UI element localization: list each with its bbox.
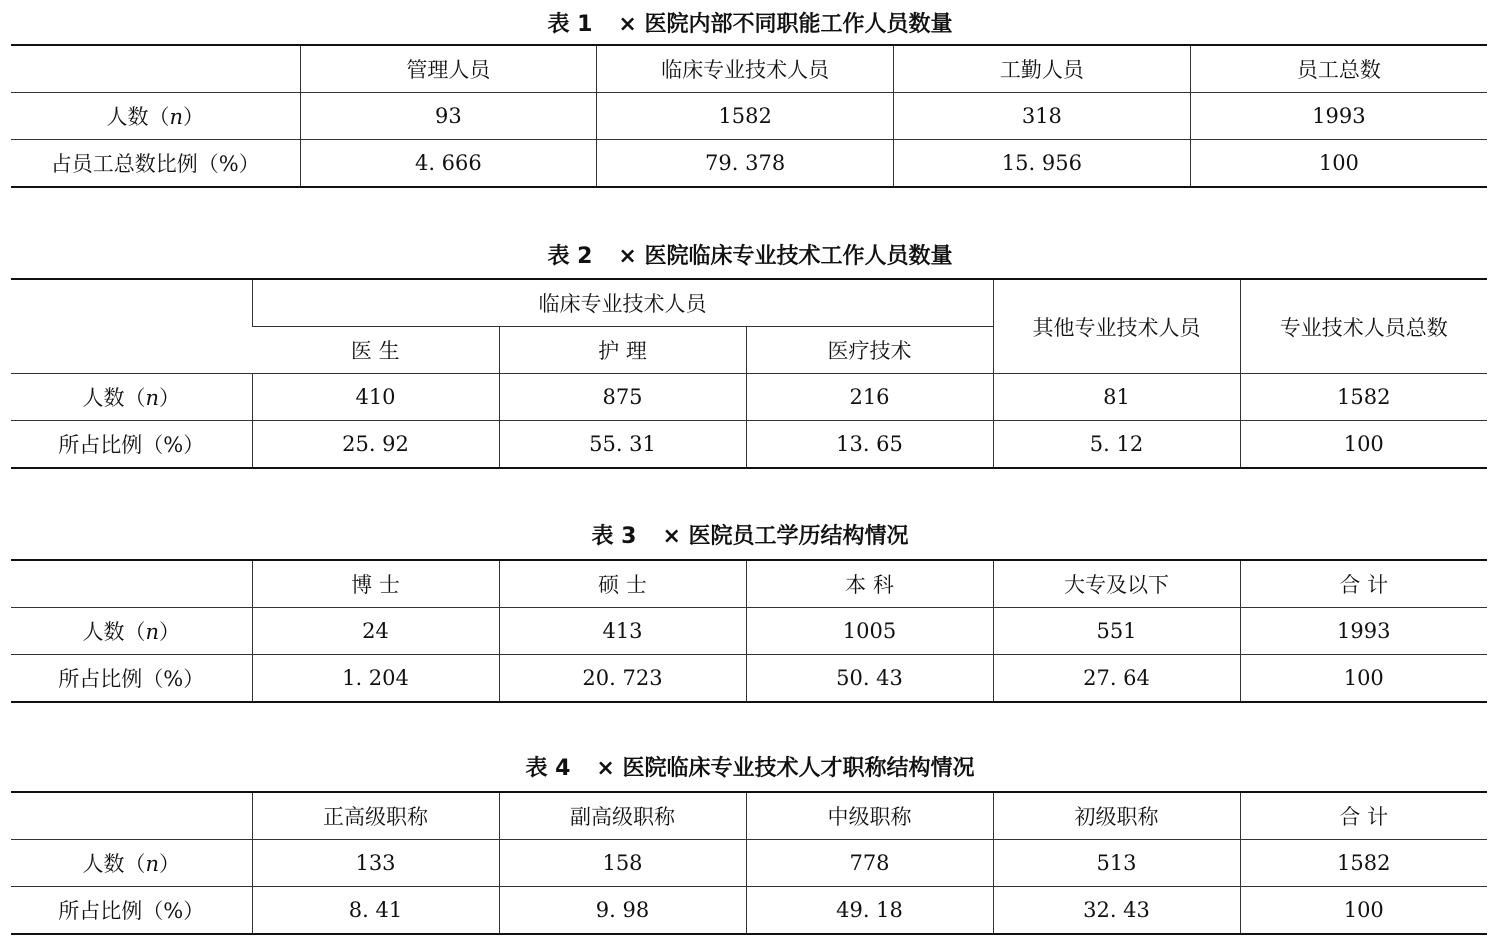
table3-header-row — [11, 560, 1487, 608]
table2-header-cell: 其他专业技术人员 — [993, 279, 1240, 374]
table-row — [11, 887, 1487, 935]
table-cell: 551 — [993, 608, 1240, 655]
table-cell: 50. 43 — [746, 655, 993, 703]
table1-caption-title: × 医院内部不同职能工作人员数量 — [618, 12, 953, 37]
table3-header-cell: 大专及以下 — [993, 560, 1240, 608]
table4-header-cell: 合 计 — [1240, 792, 1487, 840]
table2-sub-header-cell: 医疗技术 — [746, 327, 993, 374]
table-cell: 9. 98 — [499, 887, 746, 935]
table-cell: 20. 723 — [499, 655, 746, 703]
table-row — [11, 93, 1487, 140]
table4-header-row — [11, 792, 1487, 840]
table-row — [11, 655, 1487, 703]
table-cell: 100 — [1190, 140, 1487, 188]
table-cell: 81 — [993, 374, 1240, 421]
table3-header-cell: 硕 士 — [499, 560, 746, 608]
table-cell: 1993 — [1240, 608, 1487, 655]
table3-header-cell: 本 科 — [746, 560, 993, 608]
table-cell: 1. 204 — [252, 655, 499, 703]
row-label-ratio: 所占比例（%） — [11, 655, 252, 703]
row-label-count: 人数（n） — [11, 840, 252, 887]
table4-caption — [0, 757, 1500, 781]
table-cell: 100 — [1240, 421, 1487, 469]
table-cell: 5. 12 — [993, 421, 1240, 469]
table-cell: 4. 666 — [300, 140, 597, 188]
row-label-count: 人数（n） — [11, 374, 252, 421]
table3-header-cell: 合 计 — [1240, 560, 1487, 608]
table4-header-cell: 初级职称 — [993, 792, 1240, 840]
table-cell: 1993 — [1190, 93, 1487, 140]
table4-header-cell: 副高级职称 — [499, 792, 746, 840]
table-row — [11, 374, 1487, 421]
table2-header-cell: 专业技术人员总数 — [1240, 279, 1487, 374]
table1-header-row — [11, 45, 1487, 93]
table-cell: 318 — [894, 93, 1191, 140]
row-label-ratio: 所占比例（%） — [11, 421, 252, 469]
row-label-text: 人数 — [82, 386, 125, 410]
table2-caption-title: × 医院临床专业技术工作人员数量 — [618, 244, 953, 269]
table-cell: 1005 — [746, 608, 993, 655]
table-cell: 1582 — [597, 93, 894, 140]
table-row — [11, 840, 1487, 887]
table-cell: 27. 64 — [993, 655, 1240, 703]
table3-header-corner — [11, 560, 252, 608]
table1-header-corner — [11, 45, 300, 93]
table-cell: 100 — [1240, 655, 1487, 703]
table2-sub-header-cell: 医 生 — [252, 327, 499, 374]
table1-header-cell: 管理人员 — [300, 45, 597, 93]
table1-header-cell: 工勤人员 — [894, 45, 1191, 93]
table-row — [11, 140, 1487, 188]
row-label-text: 人数 — [82, 852, 125, 876]
table-cell: 513 — [993, 840, 1240, 887]
table2-group-header-row — [11, 279, 1487, 327]
table-cell: 79. 378 — [597, 140, 894, 188]
table3-caption-title: × 医院员工学历结构情况 — [662, 524, 909, 549]
table4-header-corner — [11, 792, 252, 840]
table3-caption-number: 表 3 — [591, 524, 637, 549]
table2-caption-number: 表 2 — [547, 244, 593, 269]
table4-header-cell: 正高级职称 — [252, 792, 499, 840]
table2-sub-header-cell: 护 理 — [499, 327, 746, 374]
table3-caption — [0, 525, 1500, 549]
table1-header-cell: 员工总数 — [1190, 45, 1487, 93]
table1-caption — [0, 13, 1500, 37]
table1-header-cell: 临床专业技术人员 — [597, 45, 894, 93]
table-cell: 1582 — [1240, 840, 1487, 887]
table-cell: 158 — [499, 840, 746, 887]
table3-header-cell: 博 士 — [252, 560, 499, 608]
row-label-text: 人数 — [106, 105, 149, 129]
table4-professional-title-structure — [11, 791, 1487, 935]
table-cell: 49. 18 — [746, 887, 993, 935]
table-cell: 410 — [252, 374, 499, 421]
row-label-count: 人数（n） — [11, 608, 252, 655]
table-cell: 13. 65 — [746, 421, 993, 469]
table2-group-header: 临床专业技术人员 — [252, 279, 993, 327]
table1-caption-number: 表 1 — [547, 12, 593, 37]
table-row — [11, 608, 1487, 655]
table4-header-cell: 中级职称 — [746, 792, 993, 840]
table-cell: 413 — [499, 608, 746, 655]
table-cell: 32. 43 — [993, 887, 1240, 935]
table4-caption-title: × 医院临床专业技术人才职称结构情况 — [596, 756, 975, 781]
row-label-count: 人数（n） — [11, 93, 300, 140]
table-cell: 25. 92 — [252, 421, 499, 469]
table2-caption — [0, 245, 1500, 269]
row-label-ratio: 占员工总数比例（%） — [11, 140, 300, 188]
table3-education-structure — [11, 559, 1487, 703]
table-cell: 55. 31 — [499, 421, 746, 469]
table-cell: 8. 41 — [252, 887, 499, 935]
table-cell: 24 — [252, 608, 499, 655]
row-label-ratio: 所占比例（%） — [11, 887, 252, 935]
row-label-text: 人数 — [82, 620, 125, 644]
table-cell: 778 — [746, 840, 993, 887]
table2-header-corner — [11, 279, 252, 374]
table-row — [11, 421, 1487, 469]
table-cell: 133 — [252, 840, 499, 887]
table1-staff-by-function — [11, 44, 1487, 188]
table-cell: 1582 — [1240, 374, 1487, 421]
table-cell: 15. 956 — [894, 140, 1191, 188]
table-cell: 216 — [746, 374, 993, 421]
table-cell: 93 — [300, 93, 597, 140]
table4-caption-number: 表 4 — [525, 756, 571, 781]
table2-clinical-technical-staff — [11, 278, 1487, 469]
table-cell: 875 — [499, 374, 746, 421]
table-cell: 100 — [1240, 887, 1487, 935]
